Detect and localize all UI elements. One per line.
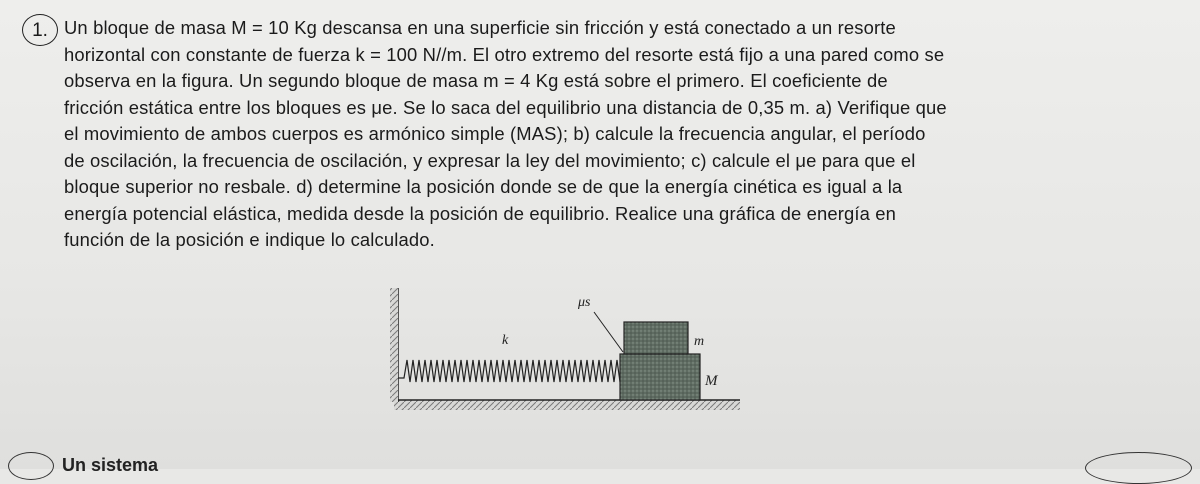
big-block-label: M xyxy=(705,373,718,389)
margin-oval-mark xyxy=(1085,452,1192,484)
problem-number-circle xyxy=(22,14,58,46)
problem-line: energía potencial elástica, medida desde la posición de equilibrio. Realice una gráfica de energía en xyxy=(64,202,897,224)
big-block xyxy=(620,354,700,400)
problem-line: Un bloque de masa M = 10 Kg descansa en una superficie sin fricción y está conectado a un resorte xyxy=(64,17,896,38)
problem-line: de oscilación, la frecuencia de oscilación, y expresar la ley del movimiento; c) calcule el μe para que el xyxy=(64,149,916,171)
next-problem-fragment: Un sistema xyxy=(62,455,159,475)
spring xyxy=(398,360,644,382)
problem-statement xyxy=(64,15,1094,254)
problem-line: bloque superior no resbale. d) determine la posición donde se de que la energía cinética es igual a la xyxy=(64,176,903,197)
problem-number: 1. xyxy=(32,19,48,41)
small-block-label: m xyxy=(694,334,705,349)
spring-label: k xyxy=(502,333,509,348)
spring-block-figure xyxy=(380,282,745,417)
problem-line: función de la posición e indique lo calculado. xyxy=(64,229,435,250)
friction-label: μs xyxy=(578,295,591,310)
floor xyxy=(394,400,740,410)
next-problem-number-circle xyxy=(8,452,54,480)
small-block xyxy=(624,322,688,354)
problem-line: observa en la figura. Un segundo bloque de masa m = 4 Kg está sobre el primero. El coeficiente de xyxy=(64,70,888,91)
friction-pointer xyxy=(594,312,623,352)
wall-hatch xyxy=(390,288,398,402)
problem-line: el movimiento de ambos cuerpos es armónico simple (MAS); b) calcule la frecuencia angular, el período xyxy=(64,123,926,144)
problem-line: fricción estática entre los bloques es μe. Se lo saca del equilibrio una distancia de 0,35 m. a) Verifique que xyxy=(64,96,947,118)
problem-line: horizontal con constante de fuerza k = 100 N//m. El otro extremo del resorte está fijo a una pared como se xyxy=(64,43,945,65)
